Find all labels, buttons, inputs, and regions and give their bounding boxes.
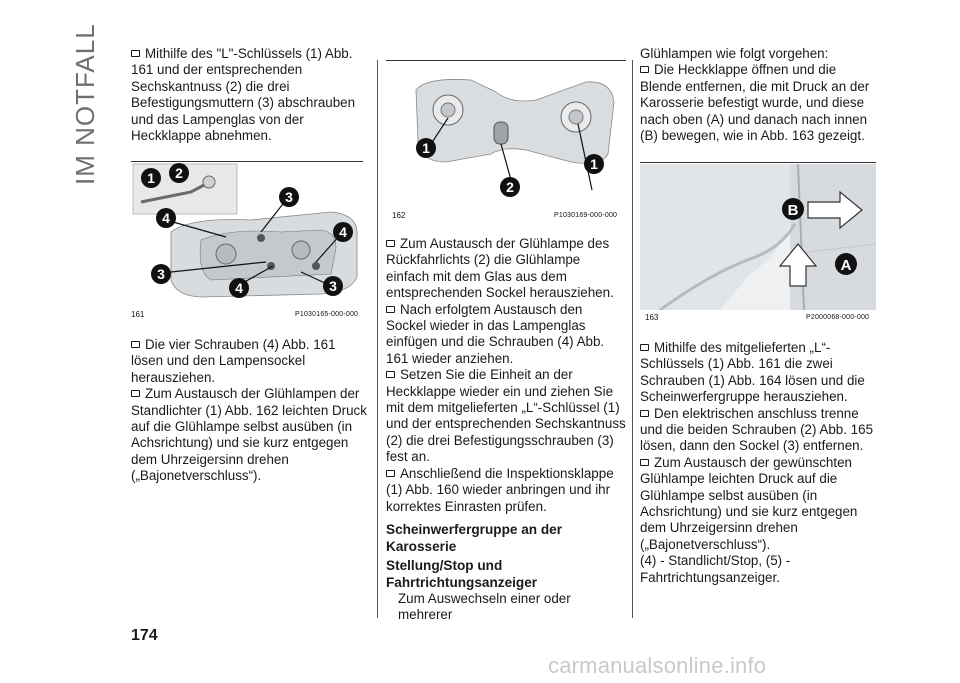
callout-label: 3: [329, 278, 337, 294]
figure-number: 161: [131, 310, 145, 319]
column-right-lower: [640, 340, 880, 586]
callout-label: 1: [422, 140, 430, 156]
callout-label: 2: [175, 165, 183, 181]
paragraph: Zum Austausch der Glühlampen der Standlichter (1) Abb. 162 leichten Druck auf die Glühlampe selbst ausüben (in Achsrichtung) und sie kurz entgegen dem Uhrzeigersinn drehen („Bajonetverschluss“).: [131, 386, 367, 484]
figure-code: P2000068-000-000: [806, 314, 870, 321]
figure-number: 162: [392, 211, 406, 220]
column-divider: [377, 60, 378, 618]
watermark: carmanualsonline.info: [548, 653, 767, 678]
figure-163-illustration: [640, 164, 876, 310]
paragraph: Setzen Sie die Einheit an der Heckklappe wieder ein und ziehen Sie mit dem mitgelieferten „L“-Schlüssel (1) und der entsprechenden Sechskantnuss (2) die drei Befestigungsschrauben (3) fest an.: [386, 367, 626, 465]
page-number: 174: [131, 627, 158, 644]
callout-label: 2: [506, 179, 514, 195]
callout-label: 4: [162, 210, 170, 226]
paragraph: (4) - Standlicht/Stop, (5) - Fahrtrichtungsanzeiger.: [640, 553, 791, 585]
figure-rule: [386, 60, 626, 61]
column-right: [640, 46, 880, 144]
callout-label: A: [840, 257, 852, 274]
figure-rule: [640, 162, 876, 163]
paragraph: Den elektrischen anschluss trenne und die beiden Schrauben (2) Abb. 165 lösen, dann den Sockel (3) entfernen.: [640, 406, 880, 455]
column-left-lower: [131, 337, 367, 485]
paragraph: Zum Auswechseln einer oder mehrerer: [398, 590, 571, 623]
callout-label: 1: [590, 156, 598, 172]
callout-label: 1: [147, 170, 155, 186]
paragraph: Glühlampen wie folgt vorgehen:: [640, 46, 829, 61]
paragraph: Anschließend die Inspektionsklappe (1) Abb. 160 wieder anbringen und ihr korrektes Einrasten prüfen.: [386, 466, 626, 515]
figure-163: [640, 164, 876, 310]
column-middle: [386, 236, 626, 624]
paragraph: Zum Austausch der Glühlampe des Rückfahrlichts (2) die Glühlampe einfach mit dem Glas aus dem entsprechenden Sockel herausziehen.: [386, 236, 626, 302]
figure-code: P1030165-000-000: [295, 311, 359, 318]
paragraph: Nach erfolgtem Austausch den Sockel wieder in das Lampenglas einfügen und die Schrauben (4) Abb. 161 wieder anziehen.: [386, 302, 626, 368]
callout-label: 3: [285, 189, 293, 205]
callout-label: 4: [235, 280, 243, 296]
section-heading: Stellung/Stop und Fahrtrichtungsanzeiger: [386, 557, 538, 590]
callout-label: 3: [157, 266, 165, 282]
callout-label: 4: [339, 224, 347, 240]
paragraph: Mithilfe des mitgelieferten „L“-Schlüssels (1) Abb. 161 die zwei Schrauben (1) Abb. 164 lösen und die Scheinwerfergruppe herausziehen.: [640, 340, 880, 406]
figure-161: [131, 162, 363, 307]
callout-label: B: [787, 202, 799, 219]
paragraph: Mithilfe des "L"-Schlüssels (1) Abb. 161 und der entsprechenden Sechskantnuss (2) die drei Befestigungsmuttern (3) abschrauben und das Lampenglas von der Heckklappe abnehmen.: [131, 46, 367, 144]
column-divider: [632, 60, 633, 618]
paragraph: Die Heckklappe öffnen und die Blende entfernen, die mit Druck an der Karosserie befestigt wurde, und diese nach oben (A) und danach nach innen (B) bewegen, wie in Abb. 163 gezeigt.: [640, 62, 880, 144]
figure-code: P1030169-000-000: [554, 212, 618, 219]
figure-161-illustration: [131, 162, 363, 307]
figure-162: [386, 62, 626, 208]
section-title: IM NOTFALL: [70, 23, 100, 185]
figure-162-illustration: [386, 62, 626, 208]
paragraph: Die vier Schrauben (4) Abb. 161 lösen und den Lampensockel herausziehen.: [131, 337, 367, 386]
section-heading: Scheinwerfergruppe an der Karosserie: [386, 521, 563, 554]
column-left: [131, 46, 367, 144]
figure-number: 163: [645, 313, 659, 322]
paragraph: Zum Austausch der gewünschten Glühlampe leichten Druck auf die Glühlampe selbst ausüben (in Achsrichtung) und sie kurz entgegen dem Uhrzeigersinn drehen („Bajonetverschluss“).: [640, 455, 880, 553]
